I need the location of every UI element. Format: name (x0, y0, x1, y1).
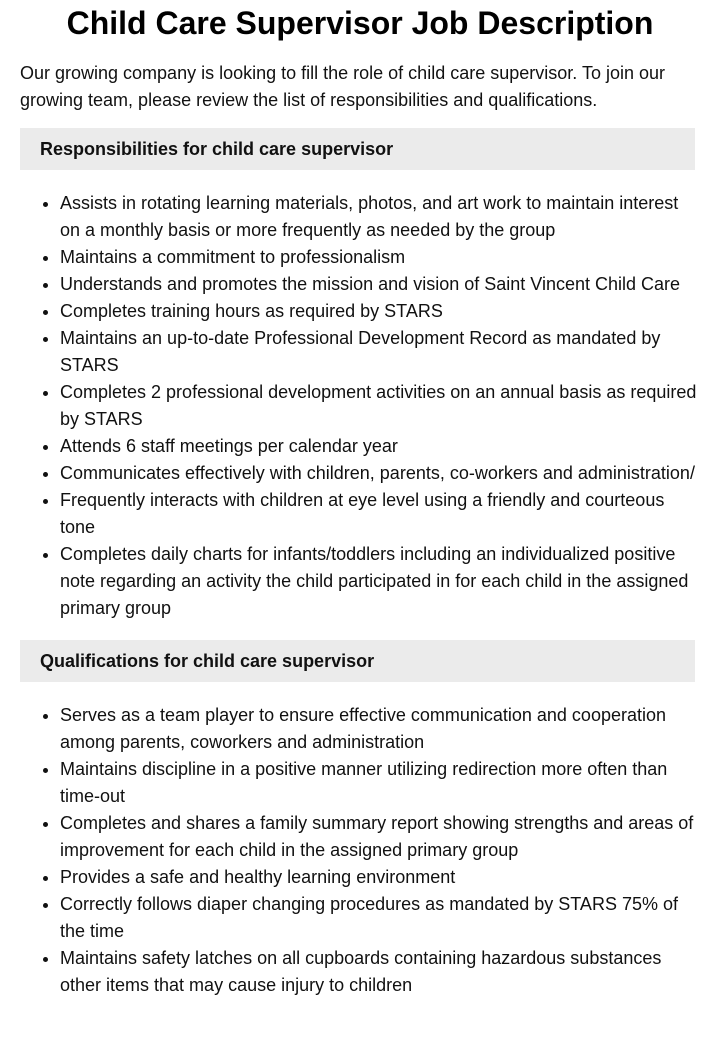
list-item: • Maintains an up-to-date Professional Development Record as mandated by STARS (60, 325, 700, 379)
qualifications-heading: Qualifications for child care supervisor (20, 640, 695, 682)
list-item: • Frequently interacts with children at eye level using a friendly and courteous tone (60, 487, 700, 541)
responsibilities-list (0, 190, 700, 622)
list-item: • Serves as a team player to ensure effective communication and cooperation among parents, coworkers and administration (60, 702, 700, 756)
list-item: • Communicates effectively with children, parents, co-workers and administration/ (60, 460, 700, 487)
list-item: • Provides a safe and healthy learning environment (60, 864, 700, 891)
list-item: • Attends 6 staff meetings per calendar year (60, 433, 700, 460)
list-item: • Completes training hours as required by STARS (60, 298, 700, 325)
list-item: • Completes and shares a family summary report showing strengths and areas of improvement for each child in the assigned primary group (60, 810, 700, 864)
list-item: • Maintains a commitment to professionalism (60, 244, 700, 271)
list-item: • Maintains discipline in a positive manner utilizing redirection more often than time-out (60, 756, 700, 810)
list-item: • Completes 2 professional development activities on an annual basis as required by STARS (60, 379, 700, 433)
list-item: • Understands and promotes the mission and vision of Saint Vincent Child Care (60, 271, 700, 298)
page-title: Child Care Supervisor Job Description (66, 5, 654, 41)
list-item: • Correctly follows diaper changing procedures as mandated by STARS 75% of the time (60, 891, 700, 945)
qualifications-list (0, 702, 700, 999)
intro-text: Our growing company is looking to fill the role of child care supervisor. To join our growing team, please review the list of responsibilities and qualifications. (20, 63, 665, 110)
list-item: • Assists in rotating learning materials, photos, and art work to maintain interest on a monthly basis or more frequently as needed by the group (60, 190, 700, 244)
list-item: • Completes daily charts for infants/toddlers including an individualized positive note regarding an activity the child participated in for each child in the assigned primary group (60, 541, 700, 622)
list-item: • Maintains safety latches on all cupboards containing hazardous substances other items that may cause injury to children (60, 945, 700, 999)
responsibilities-heading: Responsibilities for child care supervisor (20, 128, 695, 170)
